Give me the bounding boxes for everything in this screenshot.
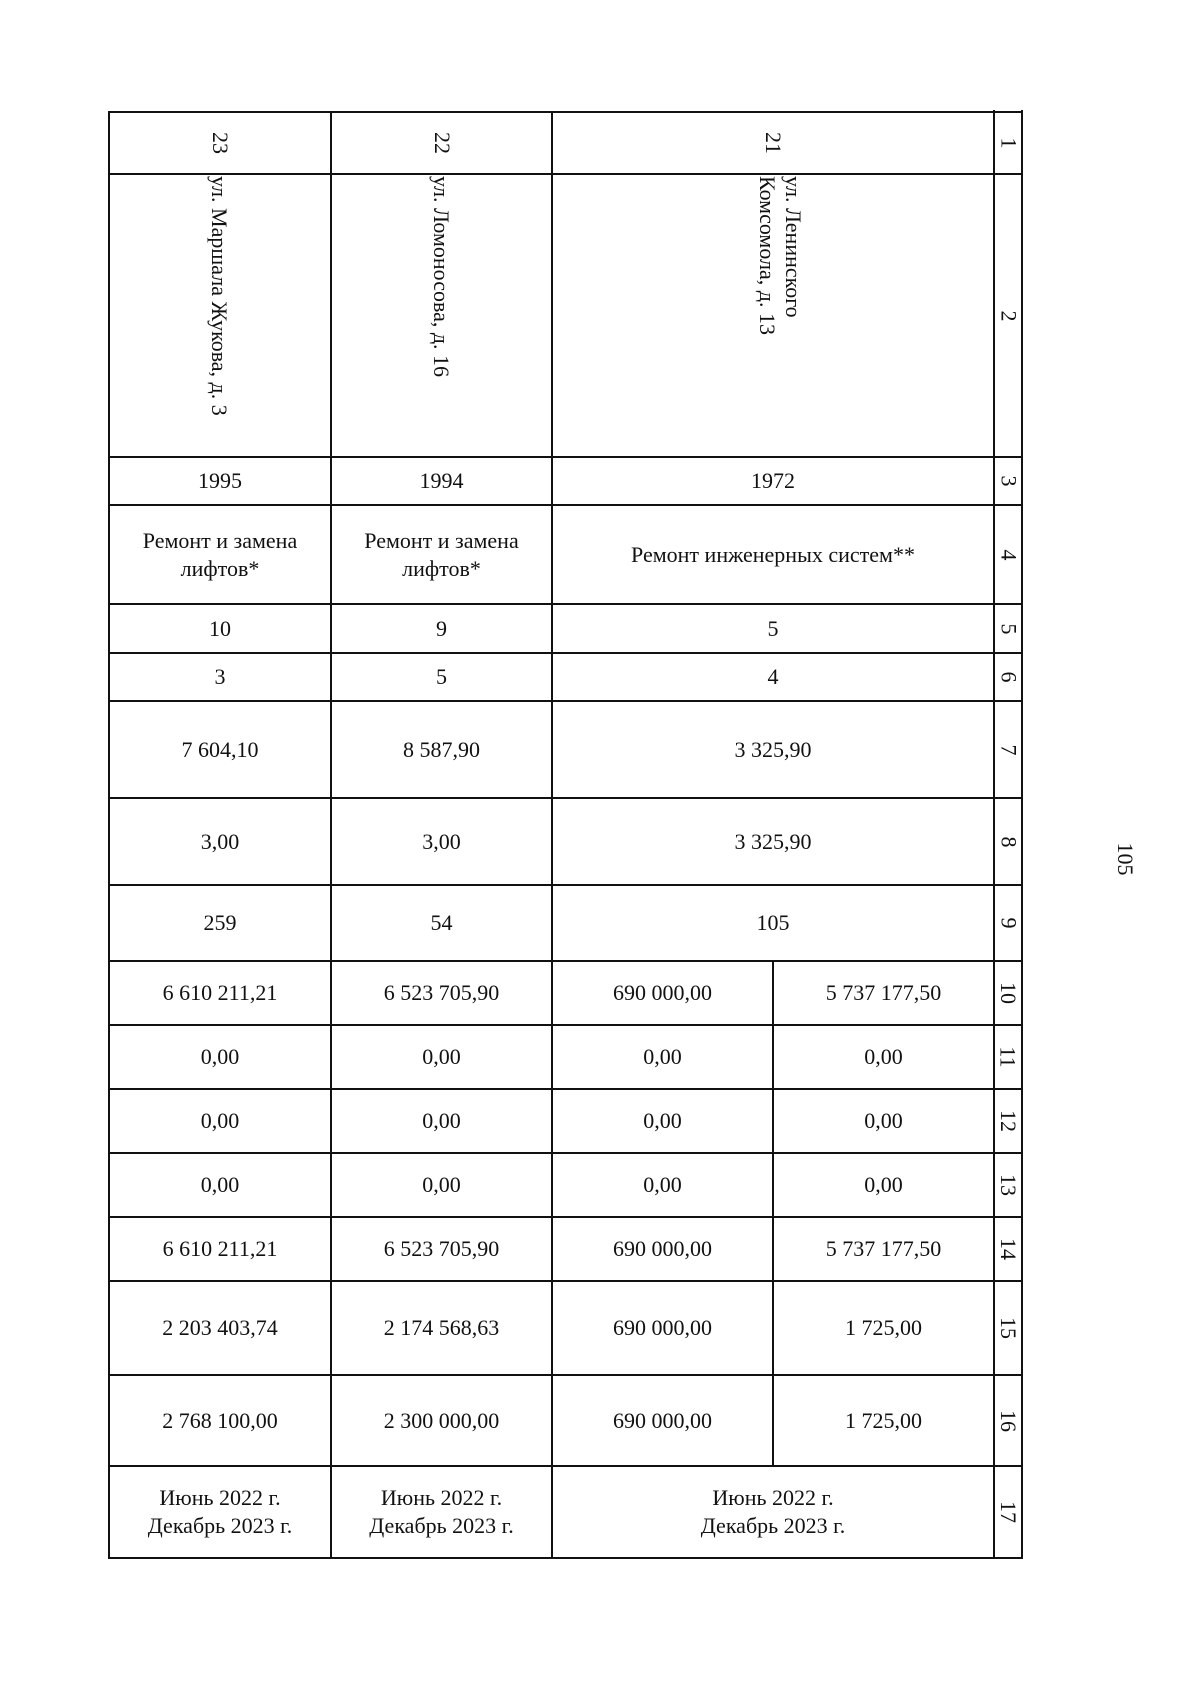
- colnum-8: 8: [996, 836, 1021, 847]
- colnum-9: 9: [996, 917, 1021, 929]
- c13-21-a: 0,00: [643, 1172, 682, 1197]
- period-start-22: Июнь 2022 г.: [380, 1485, 503, 1510]
- c12-23: 0,00: [200, 1108, 240, 1133]
- c13-23: 0,00: [200, 1172, 240, 1197]
- row-number-23: 23: [208, 132, 233, 154]
- period-start-23: Июнь 2022 г.: [159, 1485, 281, 1510]
- period-21: [553, 1467, 993, 1557]
- colnum-11: 11: [996, 1046, 1021, 1068]
- c8-22: 3,00: [422, 828, 461, 854]
- colnum-2: 2: [996, 310, 1021, 321]
- period-end-22: Декабрь 2023 г.: [369, 1513, 514, 1538]
- c8-21: 3 325,90: [734, 828, 812, 854]
- c10-21-a: 690 000,00: [613, 980, 712, 1005]
- c13-21-b: 0,00: [864, 1172, 903, 1197]
- c14-21-a: 690 000,00: [613, 1236, 712, 1261]
- colnum-15: 15: [996, 1317, 1021, 1339]
- colnum-5: 5: [996, 623, 1021, 634]
- c15-22: 2 174 568,63: [383, 1315, 500, 1340]
- period-end-23: Декабрь 2023 г.: [147, 1513, 293, 1538]
- c14-22: 6 523 705,90: [383, 1236, 500, 1261]
- address-23: ул. Маршала Жукова, д. 3: [207, 176, 232, 416]
- colnum-1: 1: [996, 137, 1021, 149]
- c15-23: 2 203 403,74: [162, 1315, 278, 1340]
- c6-22: 5: [436, 664, 447, 689]
- c15-21-a: 690 000,00: [613, 1315, 712, 1340]
- c10-22: 6 523 705,90: [383, 980, 500, 1005]
- colnum-12: 12: [996, 1110, 1021, 1132]
- period-start-21: Июнь 2022 г.: [712, 1485, 834, 1510]
- c12-22: 0,00: [422, 1108, 461, 1133]
- c14-21-b: 5 737 177,50: [825, 1236, 942, 1261]
- year-21: 1972: [751, 468, 795, 493]
- row-line-1: [108, 173, 1023, 175]
- c9-22: 54: [430, 910, 453, 935]
- c14-23: 6 610 211,21: [162, 1236, 278, 1261]
- c9-21: 105: [756, 910, 790, 935]
- work-22: Ремонт и замена лифтов*: [364, 527, 519, 581]
- colnum-13: 13: [996, 1174, 1021, 1196]
- c10-23: 6 610 211,21: [162, 980, 278, 1005]
- period-22: [332, 1467, 551, 1557]
- c8-23: 3,00: [200, 828, 240, 854]
- colnum-16: 16: [996, 1409, 1021, 1432]
- address-22: ул. Ломоносова, д. 16: [429, 176, 454, 378]
- c16-23: 2 768 100,00: [162, 1407, 278, 1433]
- colnum-3: 3: [996, 475, 1021, 487]
- row-number-22: 22: [429, 132, 455, 154]
- c11-21-b: 0,00: [864, 1044, 903, 1069]
- c5-22: 9: [436, 615, 447, 641]
- table-border-right: [1021, 110, 1023, 1558]
- c9-23: 259: [203, 910, 237, 935]
- c7-22: 8 587,90: [403, 736, 480, 762]
- table-border-bottom: [108, 1557, 1023, 1559]
- year-22: 1994: [419, 468, 464, 493]
- c11-22: 0,00: [422, 1044, 461, 1069]
- year-23: 1995: [198, 468, 242, 493]
- period-end-21: Декабрь 2023 г.: [700, 1513, 846, 1538]
- c12-21-b: 0,00: [864, 1108, 903, 1133]
- work-21: Ремонт инженерных систем**: [631, 541, 915, 567]
- c15-21-b: 1 725,00: [845, 1315, 922, 1340]
- colnum-7: 7: [996, 744, 1021, 755]
- address-21-line2: Комсомола, д. 13: [755, 176, 780, 335]
- colnum-14: 14: [996, 1238, 1021, 1260]
- work-23: Ремонт и замена лифтов*: [142, 527, 298, 581]
- colnum-17: 17: [996, 1501, 1021, 1523]
- colnum-10: 10: [996, 982, 1021, 1004]
- c7-21: 3 325,90: [734, 736, 812, 762]
- c7-23: 7 604,10: [181, 736, 259, 762]
- c16-21-b: 1 725,00: [845, 1407, 922, 1433]
- c6-21: 4: [767, 664, 779, 689]
- address-21-line1: ул. Ленинского: [781, 176, 806, 318]
- c5-23: 10: [209, 615, 231, 641]
- c16-22: 2 300 000,00: [383, 1407, 500, 1433]
- c11-23: 0,00: [200, 1044, 240, 1069]
- colnum-6: 6: [996, 671, 1021, 683]
- c13-22: 0,00: [422, 1172, 461, 1197]
- c10-21-b: 5 737 177,50: [825, 980, 942, 1005]
- period-23: [110, 1467, 330, 1557]
- row-number-21: 21: [761, 132, 786, 154]
- c16-21-a: 690 000,00: [613, 1407, 712, 1433]
- c6-23: 3: [214, 664, 226, 689]
- colnum-4: 4: [996, 549, 1021, 560]
- c5-21: 5: [767, 615, 779, 641]
- c11-21-a: 0,00: [643, 1044, 682, 1069]
- c12-21-a: 0,00: [643, 1108, 682, 1133]
- page-number: 105: [1113, 842, 1138, 876]
